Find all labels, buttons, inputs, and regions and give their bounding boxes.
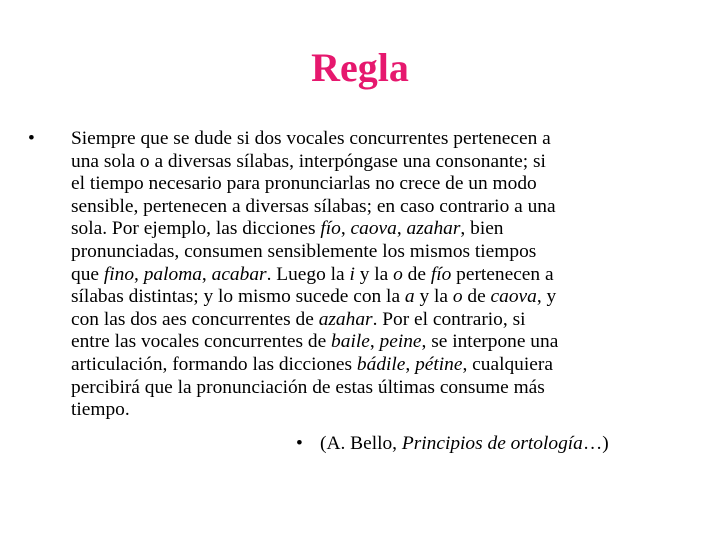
text-run: con las dos aes concurrentes de (71, 308, 319, 330)
italic-term: peine (379, 331, 422, 353)
text-run: , (201, 263, 212, 285)
paragraph-line (71, 377, 681, 400)
slide-title: Regla (311, 45, 409, 90)
paragraph-line (71, 241, 681, 264)
text-run: , (396, 218, 407, 240)
citation-prefix: (A. Bello, (320, 433, 402, 454)
text-run: sensible, pertenecen a diversas sílabas; en caso contrario a una (71, 195, 556, 217)
paragraph-line (71, 264, 681, 287)
text-run: , y (536, 286, 557, 308)
italic-term: caova (490, 286, 537, 308)
paragraph-line (71, 151, 681, 174)
italic-term: i (349, 263, 355, 285)
paragraph-line (71, 309, 681, 332)
rule-paragraph (71, 128, 681, 422)
text-run: , cualquiera (462, 353, 553, 375)
text-run: , bien (460, 218, 504, 240)
text-run: de (462, 286, 491, 308)
paragraph-line (71, 331, 681, 354)
italic-term: pétine (415, 353, 463, 375)
text-run: , (369, 331, 380, 353)
paragraph-line (71, 399, 681, 422)
text-run: sílabas distintas; y lo mismo sucede con la (71, 286, 405, 308)
text-run: y la (354, 263, 394, 285)
bullet-icon: • (28, 128, 35, 149)
text-run: , (405, 353, 416, 375)
text-run: tiempo. (71, 399, 130, 421)
text-run: articulación, formando las dicciones (71, 353, 357, 375)
text-run: el tiempo necesario para pronunciarlas no crece de un modo (71, 173, 537, 195)
italic-term: o (393, 263, 403, 285)
italic-term: caova (350, 218, 397, 240)
citation-work-title: Principios de ortología (401, 433, 583, 454)
italic-term: acabar (211, 263, 267, 285)
text-run: . Por el contrario, si (372, 308, 526, 330)
bullet-icon: • (296, 433, 303, 454)
text-run: pertenecen a (451, 263, 554, 285)
italic-term: bádile (356, 353, 406, 375)
italic-term: fío (430, 263, 452, 285)
text-run: sola. Por ejemplo, las dicciones (71, 218, 321, 240)
italic-term: a (404, 286, 415, 308)
text-run: percibirá que la pronunciación de estas últimas consume más (71, 376, 545, 398)
citation-suffix: …) (582, 433, 609, 454)
citation-bullet (296, 433, 609, 456)
italic-term: paloma (143, 263, 202, 285)
text-run: que (71, 263, 104, 285)
text-run: , (340, 218, 351, 240)
paragraph-line (71, 354, 681, 377)
italic-term: baile (331, 331, 370, 353)
text-run: , se interpone una (421, 331, 559, 353)
paragraph-line (71, 286, 681, 309)
italic-term: azahar (406, 218, 461, 240)
paragraph-line (71, 173, 681, 196)
text-run: de (402, 263, 431, 285)
text-run: una sola o a diversas sílabas, interpóngase una consonante; si (71, 150, 546, 172)
italic-term: fío (320, 218, 341, 240)
text-run: , (134, 263, 144, 285)
text-run: Siempre que se dude si dos vocales concurrentes pertenecen a (71, 128, 551, 149)
italic-term: azahar (318, 308, 373, 330)
text-run: pronunciadas, consumen sensiblemente los mismos tiempos (71, 240, 537, 262)
text-run: entre las vocales concurrentes de (71, 331, 332, 353)
italic-term: fino (103, 263, 135, 285)
paragraph-line (71, 128, 681, 151)
text-run: . Luego la (266, 263, 350, 285)
text-run: y la (414, 286, 453, 308)
paragraph-line (71, 218, 681, 241)
paragraph-line (71, 196, 681, 219)
italic-term: o (452, 286, 463, 308)
